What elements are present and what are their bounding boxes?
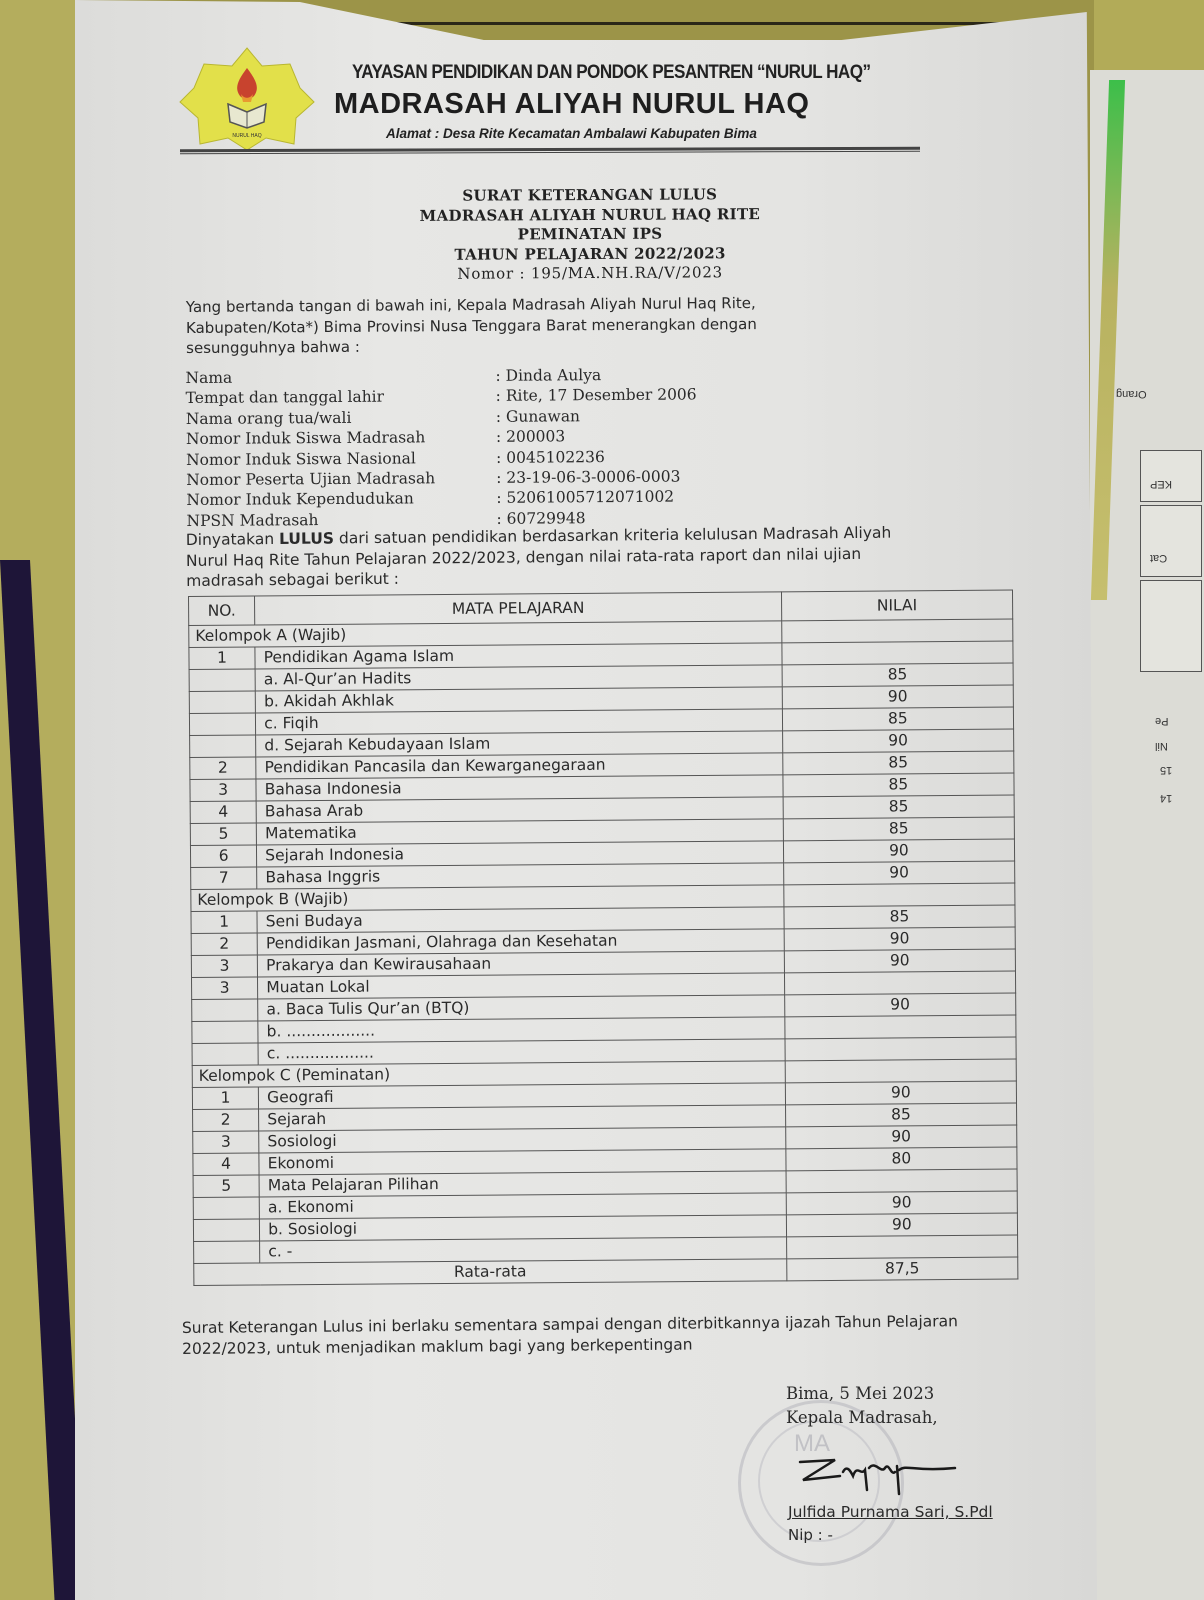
title-line: PEMINATAN IPS [517, 224, 663, 244]
subject-score [785, 1037, 1016, 1061]
subject-score: 80 [786, 1147, 1017, 1171]
validity-line: 2022/2023, untuk menjadikan maklum bagi yang berkepentingan [182, 1335, 693, 1358]
identity-value: : 23-19-06-3-0006-0003 [496, 467, 681, 487]
graduation-statement [186, 521, 1027, 591]
signature-block [786, 1382, 938, 1430]
background-label: Pe [1155, 715, 1169, 727]
background-label: 15 [1160, 764, 1173, 776]
intro-line: sesungguhnya bahwa : [186, 337, 360, 357]
subject-score [786, 1235, 1017, 1259]
identity-value: : 5206100571207100​2 [496, 487, 675, 508]
subject-score [782, 641, 1013, 665]
title-line: MADRASAH ALIYAH NURUL HAQ RITE [419, 204, 761, 225]
identity-label: Tempat dan tanggal lahir [185, 388, 385, 408]
background-box [1140, 580, 1202, 672]
subject-score: 85 [783, 751, 1014, 775]
subject-score [786, 1169, 1017, 1193]
row-number: 1 [192, 1087, 258, 1110]
row-number [190, 735, 256, 758]
row-number: 4 [193, 1153, 259, 1176]
stamp-text: MA [794, 1430, 830, 1457]
identity-label: NPSN Madrasah [186, 510, 319, 530]
statement-text: dari satuan pendidikan berdasarkan kriteria kelulusan Madrasah Aliyah [333, 523, 892, 548]
subject-name: Muatan Lokal [258, 973, 785, 999]
identity-label: Nama [185, 368, 233, 388]
subject-name: Bahasa Indonesia [256, 775, 783, 801]
row-number: 3 [190, 779, 256, 802]
identity-label: Nomor Induk Siswa Madrasah [185, 428, 426, 449]
place-date: Bima, 5 Mei 2023 [786, 1384, 935, 1403]
subject-name: Pendidikan Jasmani, Olahraga dan Kesehatan [257, 929, 784, 955]
school-emblem-icon [178, 46, 316, 150]
row-number [192, 1021, 258, 1044]
header-score: NILAI [781, 590, 1012, 621]
grades-table [188, 590, 1018, 1286]
subject-score: 90 [784, 993, 1015, 1017]
intro-line: Yang bertanda tangan di bawah ini, Kepala Madrasah Aliyah Nurul Haq Rite, [185, 294, 756, 317]
subject-name: c. - [260, 1237, 787, 1263]
identity-value: : 60729948 [496, 508, 586, 528]
identity-label: Nomor Peserta Ujian Madrasah [186, 469, 436, 489]
subject-name: Bahasa Arab [256, 797, 783, 823]
average-label: Rata-rata [194, 1259, 787, 1286]
title-line: SURAT KETERANGAN LULUS [462, 185, 718, 205]
row-number: 3 [193, 1131, 259, 1154]
validity-line: Surat Keterangan Lulus ini berlaku sementara sampai dengan diterbitkannya ijazah Tahun Pelajaran [181, 1312, 959, 1338]
background-box [1140, 450, 1202, 502]
subject-score: 85 [783, 773, 1014, 797]
row-number: 1 [189, 647, 255, 670]
subject-score: 90 [786, 1213, 1017, 1237]
subject-score: 90 [785, 1125, 1016, 1149]
subject-score: 90 [784, 927, 1015, 951]
subject-score: 90 [786, 1191, 1017, 1215]
subject-score: 85 [782, 707, 1013, 731]
identity-label: Nomor Induk Kependudukan [186, 489, 414, 510]
subject-score: 90 [783, 861, 1014, 885]
subject-name: Ekonomi [259, 1149, 786, 1175]
subject-score: 90 [782, 685, 1013, 709]
subject-name: Sejarah [259, 1105, 786, 1131]
row-number [189, 713, 255, 736]
row-number [192, 999, 258, 1022]
subject-score: 85 [783, 817, 1014, 841]
subject-score: 85 [783, 795, 1014, 819]
row-number: 2 [191, 933, 257, 956]
row-number [192, 1043, 258, 1066]
identity-value: : Gunawan [495, 407, 581, 426]
subject-name: Bahasa Inggris [257, 863, 784, 889]
document-title [390, 185, 791, 285]
row-number [189, 691, 255, 714]
handwritten-signature-icon [795, 1450, 965, 1500]
background-box [1140, 505, 1202, 577]
subject-score: 85 [785, 1103, 1016, 1127]
signer-name: Julfida Purnama Sari, S.Pdl [788, 1503, 993, 1521]
row-number [193, 1197, 259, 1220]
subject-score [785, 1015, 1016, 1039]
row-number: 3 [191, 977, 257, 1000]
background-paper-edge [330, 0, 1020, 25]
row-number [193, 1219, 259, 1242]
background-label: Cat [1150, 552, 1168, 564]
statement-line: Nurul Haq Rite Tahun Pelajaran 2022/2023, dengan nilai rata-rata raport dan nilai ujian [185, 544, 862, 570]
subject-name: a. Al-Qur’an Hadits [255, 665, 782, 691]
title-line: TAHUN PELAJARAN 2022/2023 [454, 243, 726, 264]
subject-name: b. Akidah Akhlak [255, 687, 782, 713]
statement-line: madrasah sebagai berikut : [186, 569, 400, 590]
group-score-cell [785, 1059, 1016, 1083]
svg-text:NURUL HAQ: NURUL HAQ [232, 133, 262, 139]
subject-name: Sejarah Indonesia [257, 841, 784, 867]
subject-score [784, 971, 1015, 995]
subject-name: a. Baca Tulis Qur’an (BTQ) [258, 995, 785, 1021]
background-label: KEP [1150, 478, 1173, 490]
subject-name: c. Fiqih [256, 709, 783, 735]
subject-name: b. .................. [258, 1017, 785, 1043]
row-number: 2 [193, 1109, 259, 1132]
foundation-name: YAYASAN PENDIDIKAN DAN PONDOK PESANTREN “NURUL HAQ” [352, 62, 871, 83]
background-label: 14 [1160, 792, 1173, 804]
statement-text: Dinyatakan [185, 530, 280, 550]
subject-score: 90 [783, 839, 1014, 863]
subject-score: 90 [784, 949, 1015, 973]
row-number: 1 [191, 911, 257, 934]
group-label: Kelompok C (Peminatan) [192, 1061, 785, 1088]
row-number [189, 669, 255, 692]
average-value: 87,5 [787, 1257, 1018, 1281]
group-label: Kelompok A (Wajib) [189, 621, 782, 648]
subject-name: Mata Pelajaran Pilihan [259, 1171, 786, 1197]
background-label: Nil [1155, 740, 1168, 752]
subject-name: Sosiologi [259, 1127, 786, 1153]
group-score-cell [781, 619, 1012, 643]
header-subject: MATA PELAJARAN [255, 592, 782, 625]
identity-value: : Dinda Aulya [495, 366, 602, 385]
subject-name: a. Ekonomi [259, 1193, 786, 1219]
grades-body [189, 619, 1018, 1263]
group-score-cell [784, 883, 1015, 907]
group-label: Kelompok B (Wajib) [191, 885, 784, 912]
intro-line: Kabupaten/Kota*) Bima Provinsi Nusa Tenggara Barat menerangkan dengan [185, 314, 757, 337]
validity-paragraph [182, 1310, 1082, 1360]
header-no: NO. [189, 596, 255, 626]
subject-name: Geografi [259, 1083, 786, 1109]
row-number: 5 [193, 1175, 259, 1198]
background-label: Orang [1116, 388, 1147, 400]
subject-score: 85 [784, 905, 1015, 929]
signer-nip: Nip : - [788, 1526, 833, 1544]
row-number [194, 1241, 260, 1264]
school-name: MADRASAH ALIYAH NURUL HAQ [334, 88, 810, 120]
student-identity [185, 364, 796, 531]
subject-name: b. Sosiologi [260, 1215, 787, 1241]
identity-value: : 200003 [495, 427, 566, 447]
identity-value: : Rite, 17 Desember 2006 [495, 385, 697, 406]
subject-name: Pendidikan Agama Islam [255, 643, 782, 669]
signer-position: Kepala Madrasah, [786, 1408, 938, 1427]
subject-name: c. .................. [258, 1039, 785, 1065]
subject-score: 90 [785, 1081, 1016, 1105]
row-number: 3 [191, 955, 257, 978]
school-address: Alamat : Desa Rite Kecamatan Ambalawi Kabupaten Bima [386, 126, 757, 141]
graduation-status: LULUS [278, 529, 335, 549]
row-number: 5 [190, 823, 256, 846]
row-number: 7 [191, 867, 257, 890]
row-number: 6 [190, 845, 256, 868]
identity-label: Nomor Induk Siswa Nasional [186, 448, 416, 469]
subject-score: 90 [782, 729, 1013, 753]
subject-name: Pendidikan Pancasila dan Kewarganegaraan [256, 753, 783, 779]
subject-name: Seni Budaya [257, 907, 784, 933]
subject-score: 85 [782, 663, 1013, 687]
identity-label: Nama orang tua/wali [185, 408, 352, 428]
document-number: Nomor : 195/MA.NH.RA/V/2023 [457, 263, 724, 283]
identity-value: : 0045102236 [495, 447, 605, 467]
subject-name: Prakarya dan Kewirausahaan [258, 951, 785, 977]
subject-name: d. Sejarah Kebudayaan Islam [256, 731, 783, 757]
subject-name: Matematika [256, 819, 783, 845]
row-number: 4 [190, 801, 256, 824]
intro-paragraph [186, 292, 876, 358]
row-number: 2 [190, 757, 256, 780]
